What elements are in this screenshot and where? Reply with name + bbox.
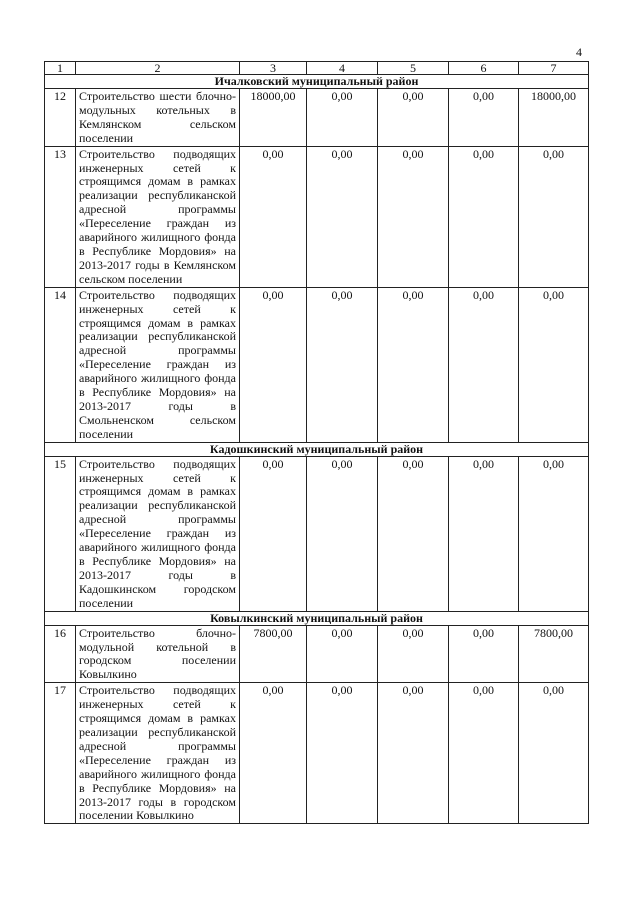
value-col7: 0,00 (519, 287, 589, 442)
value-col3: 0,00 (240, 456, 307, 611)
section-title: Кадошкинский муниципальный район (45, 442, 589, 456)
value-col7: 0,00 (519, 683, 589, 824)
section-title: Ичалковский муниципальный район (45, 75, 589, 89)
value-col5: 0,00 (378, 146, 449, 287)
column-header: 7 (519, 62, 589, 75)
table-row (45, 456, 589, 611)
row-number: 15 (45, 456, 76, 611)
row-number: 13 (45, 146, 76, 287)
value-col4: 0,00 (307, 89, 378, 147)
header-row (45, 62, 589, 75)
column-header: 2 (76, 62, 240, 75)
row-description: Строительство подводящих инженерных сетей к строящимся домам в рамках реализации республиканской адресной программы «Переселение граждан из аварийного жилищного фонда в Республике Мордовия» на 2013-2017 годы в Кемлянском сельском поселении (76, 146, 240, 287)
value-col7: 0,00 (519, 456, 589, 611)
page-number: 4 (576, 45, 582, 59)
value-col5: 0,00 (378, 625, 449, 683)
column-header: 3 (240, 62, 307, 75)
section-row (45, 442, 589, 456)
value-col3: 0,00 (240, 287, 307, 442)
column-header: 5 (378, 62, 449, 75)
value-col5: 0,00 (378, 683, 449, 824)
value-col3: 0,00 (240, 146, 307, 287)
budget-table (44, 61, 589, 824)
value-col3: 7800,00 (240, 625, 307, 683)
value-col6: 0,00 (449, 89, 519, 147)
value-col6: 0,00 (449, 456, 519, 611)
table-row (45, 146, 589, 287)
row-description: Строительство шести блочно-модульных котельных в Кемлянском сельском поселении (76, 89, 240, 147)
row-number: 12 (45, 89, 76, 147)
column-header: 6 (449, 62, 519, 75)
value-col4: 0,00 (307, 625, 378, 683)
value-col3: 0,00 (240, 683, 307, 824)
row-description: Строительство блочно-модульной котельной в городском поселении Ковылкино (76, 625, 240, 683)
value-col3: 18000,00 (240, 89, 307, 147)
value-col4: 0,00 (307, 683, 378, 824)
value-col4: 0,00 (307, 146, 378, 287)
row-number: 14 (45, 287, 76, 442)
row-description: Строительство подводящих инженерных сетей к строящимся домам в рамках реализации республиканской адресной программы «Переселение граждан из аварийного жилищного фонда в Республике Мордовия» на 2013-2017 годы в Кадошкинском городском поселении (76, 456, 240, 611)
table-row (45, 89, 589, 147)
row-number: 16 (45, 625, 76, 683)
value-col5: 0,00 (378, 456, 449, 611)
row-description: Строительство подводящих инженерных сетей к строящимся домам в рамках реализации республиканской адресной программы «Переселение граждан из аварийного жилищного фонда в Республике Мордовия» на 2013-2017 годы в городском поселении Ковылкино (76, 683, 240, 824)
table-row (45, 287, 589, 442)
value-col6: 0,00 (449, 287, 519, 442)
value-col6: 0,00 (449, 146, 519, 287)
table-row (45, 625, 589, 683)
table-row (45, 683, 589, 824)
value-col7: 18000,00 (519, 89, 589, 147)
section-title: Ковылкинский муниципальный район (45, 611, 589, 625)
row-description: Строительство подводящих инженерных сетей к строящимся домам в рамках реализации республиканской адресной программы «Переселение граждан из аварийного жилищного фонда в Республике Мордовия» на 2013-2017 годы в Смольненском сельском поселении (76, 287, 240, 442)
value-col4: 0,00 (307, 456, 378, 611)
value-col7: 7800,00 (519, 625, 589, 683)
value-col5: 0,00 (378, 89, 449, 147)
value-col5: 0,00 (378, 287, 449, 442)
value-col6: 0,00 (449, 683, 519, 824)
value-col4: 0,00 (307, 287, 378, 442)
row-number: 17 (45, 683, 76, 824)
value-col6: 0,00 (449, 625, 519, 683)
column-header: 1 (45, 62, 76, 75)
column-header: 4 (307, 62, 378, 75)
section-row (45, 75, 589, 89)
section-row (45, 611, 589, 625)
value-col7: 0,00 (519, 146, 589, 287)
